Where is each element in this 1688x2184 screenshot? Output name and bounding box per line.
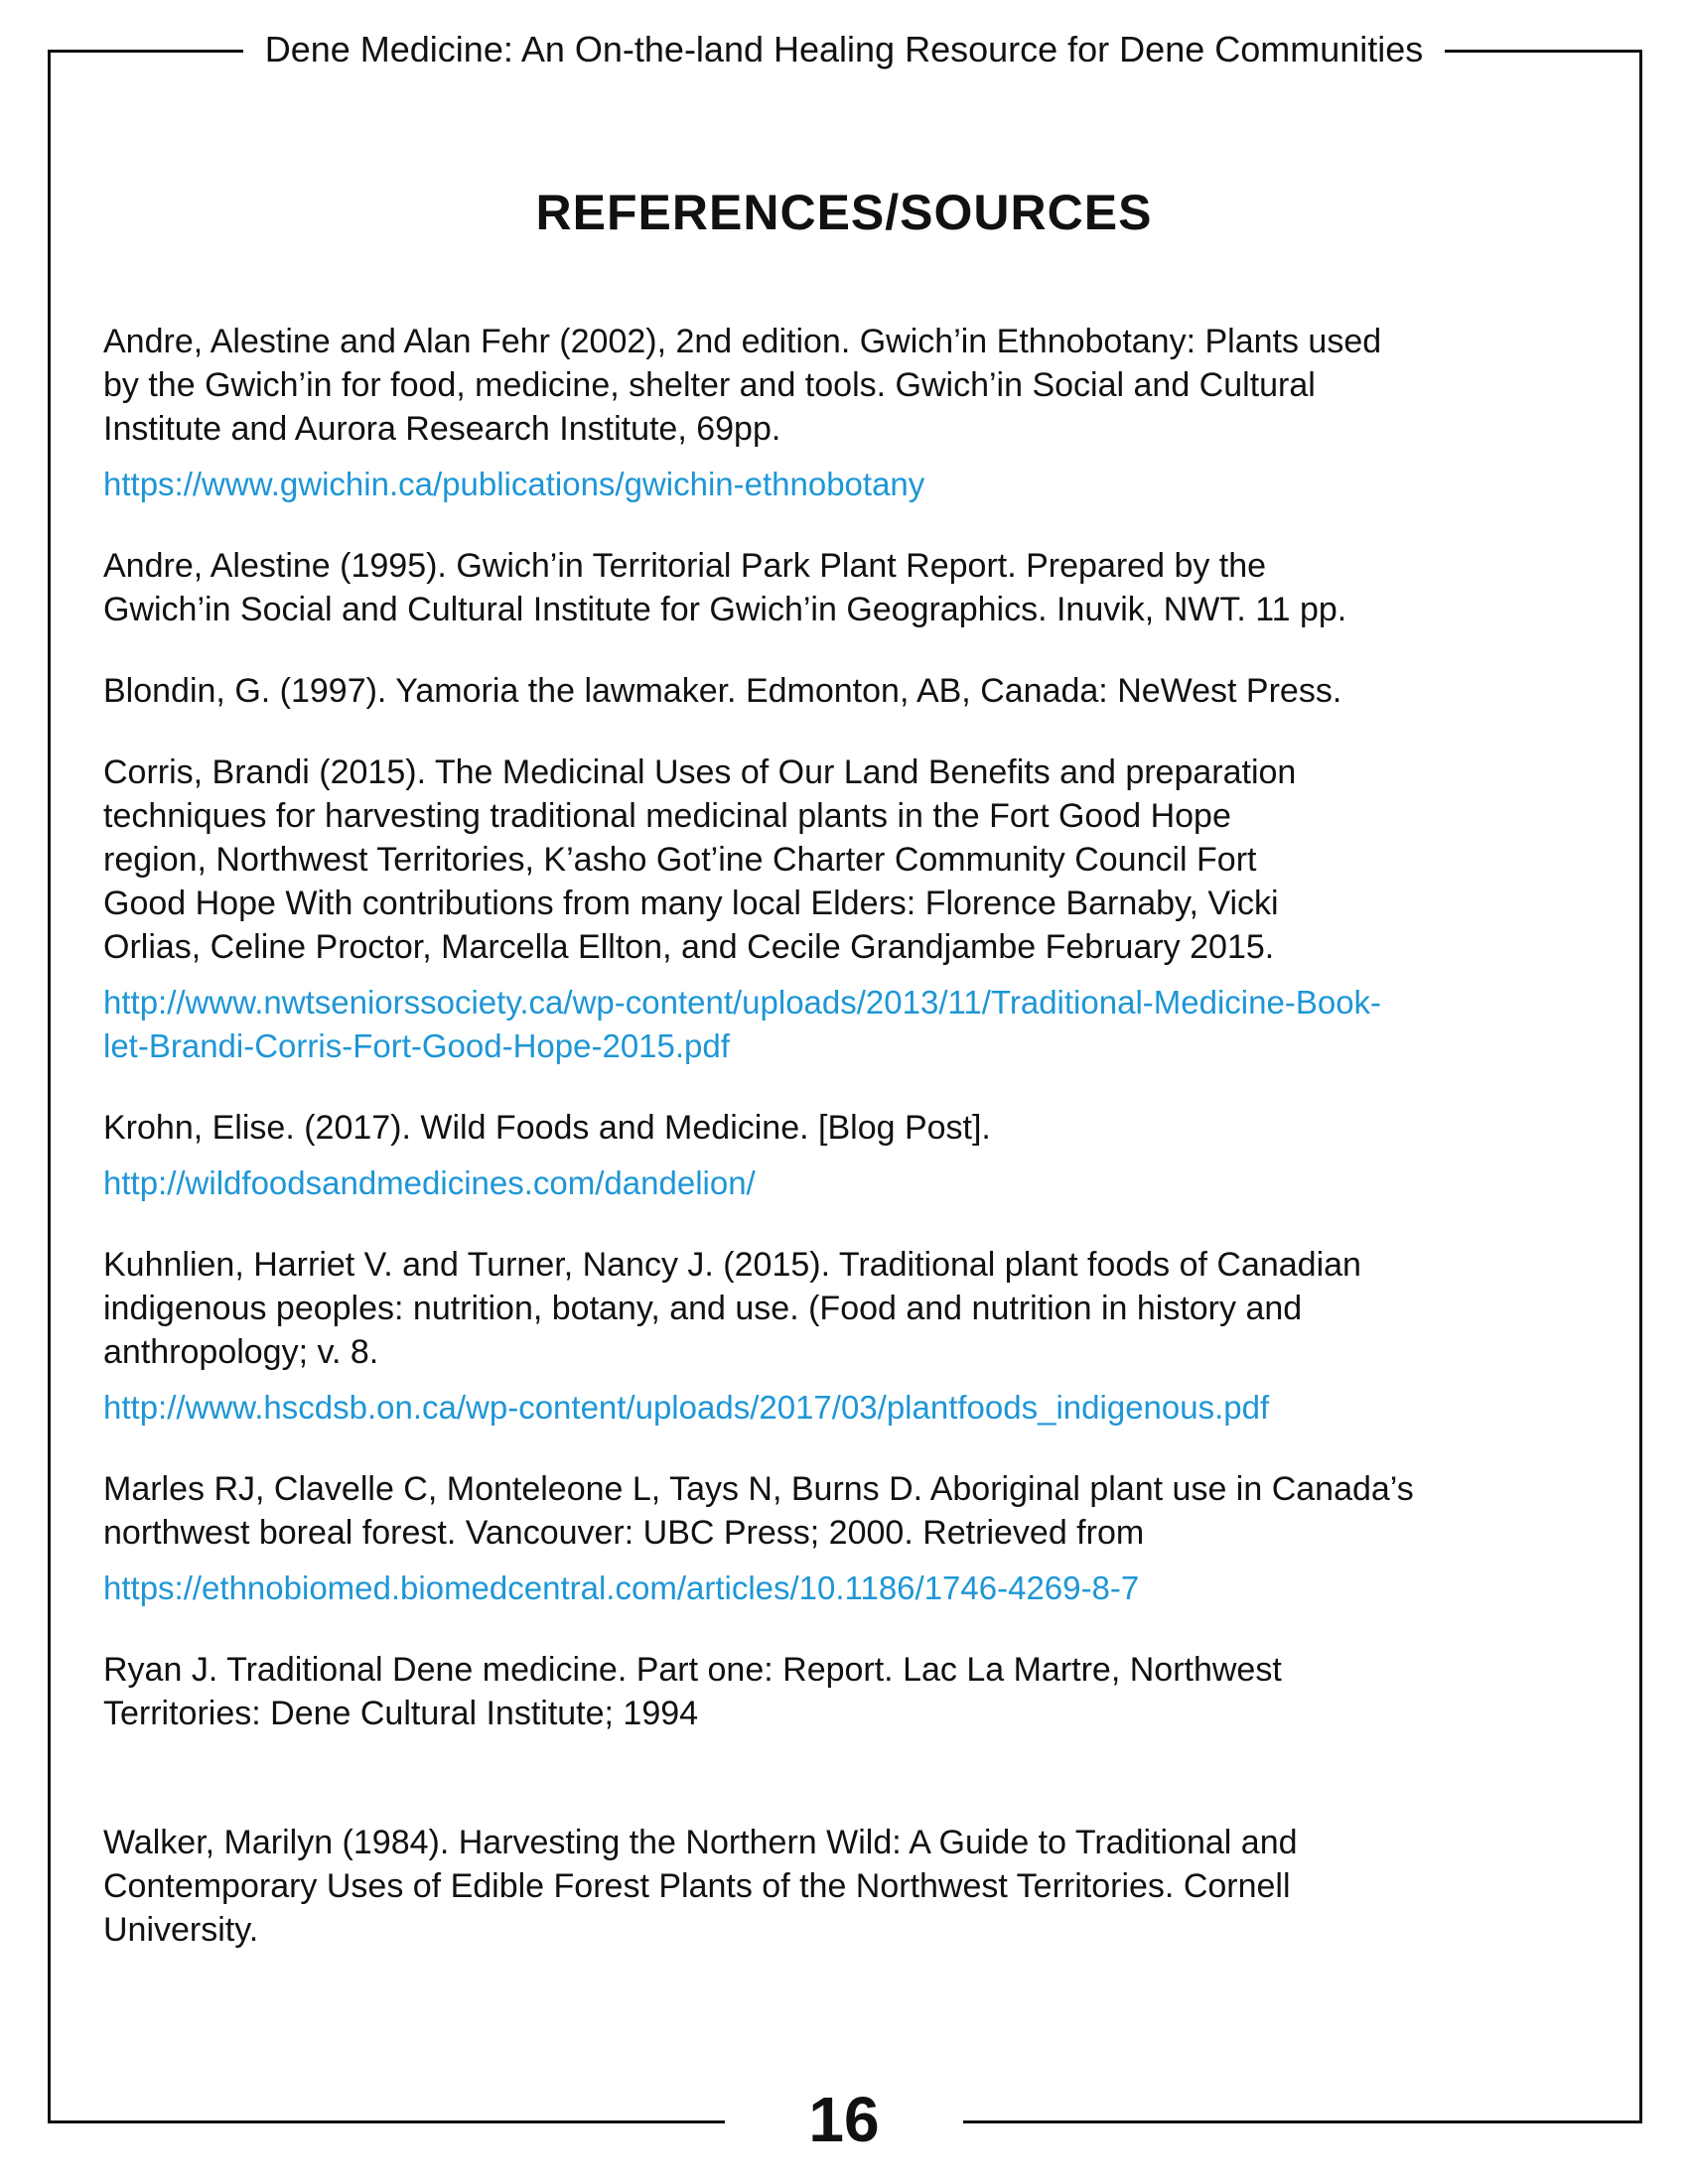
reference-citation: Krohn, Elise. (2017). Wild Foods and Medicine. [Blog Post]. bbox=[103, 1109, 991, 1147]
reference-citation: Kuhnlien, Harriet V. and Turner, Nancy J. (2015). Traditional plant foods of Canadian indigenous peoples: nutrition, botany, and use. (Food and nutrition in history and anthropology; v. 8. bbox=[103, 1246, 1361, 1371]
reference-item bbox=[103, 669, 1593, 713]
reference-citation: Andre, Alestine (1995). Gwich’in Territorial Park Plant Report. Prepared by the Gwich’in Social and Cultural Institute for Gwich’in Geographics. Inuvik, NWT. 11 pp. bbox=[103, 547, 1347, 628]
section-title: REFERENCES/SOURCES bbox=[535, 185, 1153, 240]
reference-citation: Blondin, G. (1997). Yamoria the lawmaker. Edmonton, AB, Canada: NeWest Press. bbox=[103, 672, 1342, 710]
references-list bbox=[103, 320, 1593, 1989]
reference-link[interactable]: http://www.hscdsb.on.ca/wp-content/uploads/2017/03/plantfoods_indigenous.pdf bbox=[103, 1389, 1270, 1426]
page-number: 16 bbox=[725, 2075, 962, 2164]
reference-item bbox=[103, 751, 1593, 1068]
reference-citation: Ryan J. Traditional Dene medicine. Part one: Report. Lac La Martre, Northwest Territories: Dene Cultural Institute; 1994 bbox=[103, 1651, 1282, 1732]
reference-item bbox=[103, 1467, 1593, 1610]
running-header bbox=[0, 26, 1688, 73]
page-footer bbox=[0, 2075, 1688, 2164]
reference-item bbox=[103, 544, 1593, 631]
reference-link[interactable]: https://www.gwichin.ca/publications/gwichin-ethnobotany bbox=[103, 466, 925, 502]
reference-item bbox=[103, 320, 1593, 506]
reference-citation: Corris, Brandi (2015). The Medicinal Uses of Our Land Benefits and preparation techniques for harvesting traditional medicinal plants in the Fort Good Hope region, Northwest Territories, K’asho Got’ine Charter Community Council Fort Good Hope With contributions from many local Elders: Florence Barnaby, Vicki Orlias, Celine Proctor, Marcella Ellton, and Cecile Grandjambe February 2015. bbox=[103, 753, 1297, 966]
reference-link[interactable]: https://ethnobiomed.biomedcentral.com/articles/10.1186/1746-4269-8-7 bbox=[103, 1570, 1140, 1606]
reference-link[interactable]: http://wildfoodsandmedicines.com/dandelion/ bbox=[103, 1164, 756, 1201]
reference-link[interactable]: http://www.nwtseniorssociety.ca/wp-content/uploads/2013/11/Traditional-Medicine-Book- let-Brandi-Corris-Fort-Good-Hope-2015.pdf bbox=[103, 984, 1382, 1064]
reference-item bbox=[103, 1243, 1593, 1430]
reference-citation: Walker, Marilyn (1984). Harvesting the Northern Wild: A Guide to Traditional and Contemporary Uses of Edible Forest Plants of the Northwest Territories. Cornell University. bbox=[103, 1824, 1298, 1949]
reference-citation: Marles RJ, Clavelle C, Monteleone L, Tays N, Burns D. Aboriginal plant use in Canada’s northwest boreal forest. Vancouver: UBC Press; 2000. Retrieved from bbox=[103, 1470, 1414, 1552]
reference-citation: Andre, Alestine and Alan Fehr (2002), 2nd edition. Gwich’in Ethnobotany: Plants used by the Gwich’in for food, medicine, shelter and tools. Gwich’in Social and Cultural Institute and Aurora Research Institute, 69pp. bbox=[103, 323, 1382, 448]
reference-item bbox=[103, 1821, 1593, 1952]
reference-item bbox=[103, 1106, 1593, 1205]
running-header-text: Dene Medicine: An On-the-land Healing Resource for Dene Communities bbox=[243, 29, 1446, 69]
reference-item bbox=[103, 1648, 1593, 1735]
